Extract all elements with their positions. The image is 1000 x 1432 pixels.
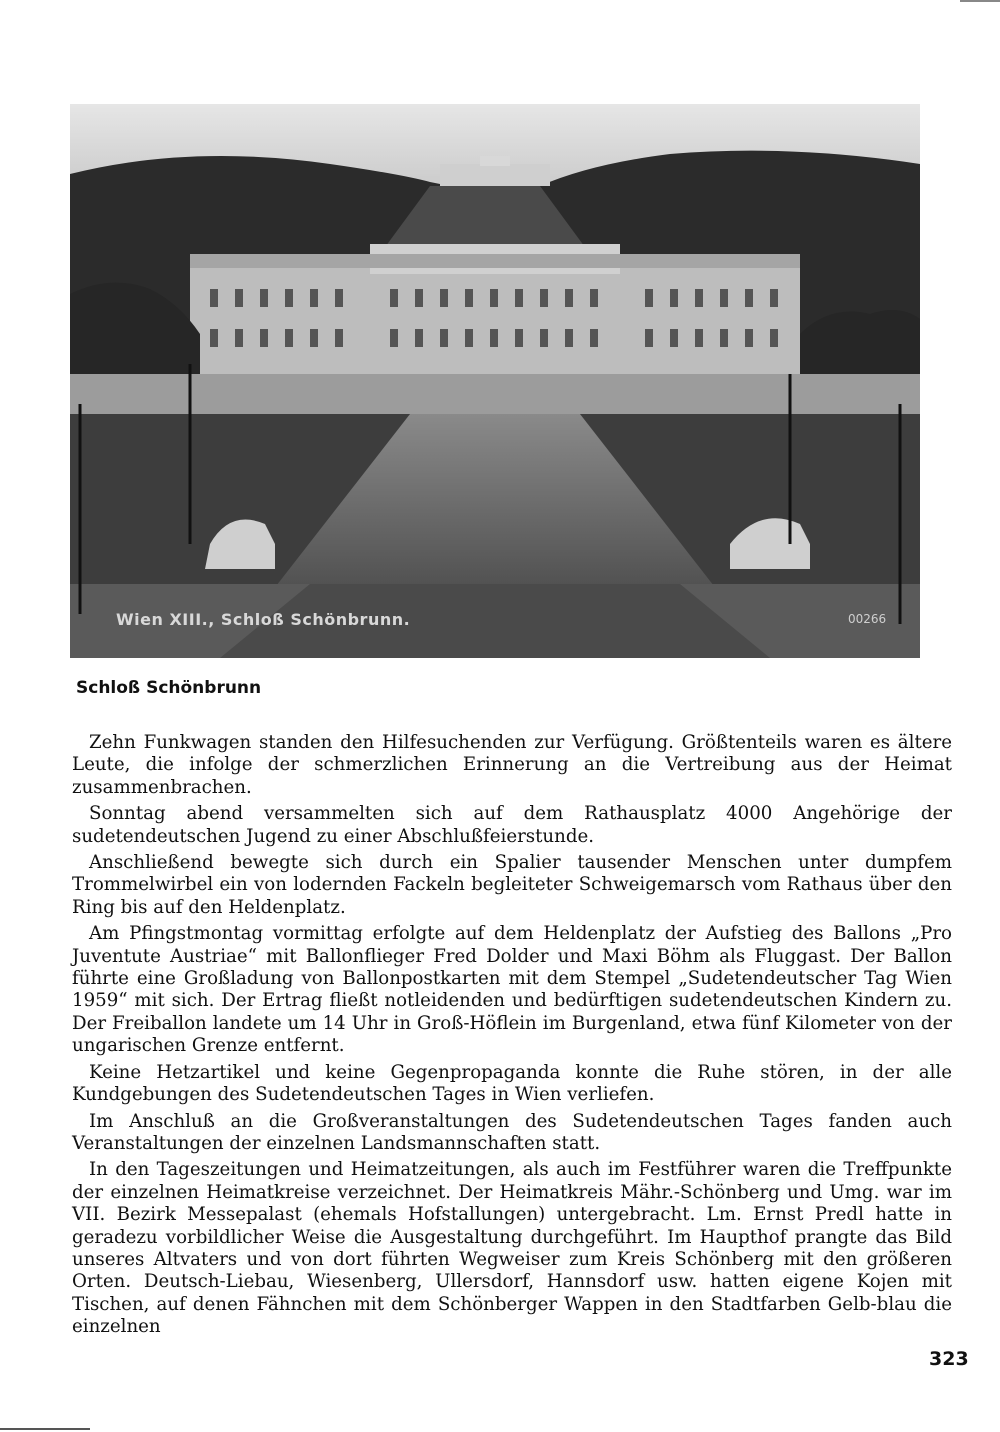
- article-body: [72, 732, 952, 1343]
- photo-illustration: [70, 104, 920, 658]
- paragraph: Sonntag abend versammelten sich auf dem Rathausplatz 4000 Angehörige der sudetendeutschen Jugend zu einer Abschlußfeierstunde.: [72, 803, 952, 847]
- scan-edge-mark-top: [960, 0, 1000, 2]
- paragraph: Im Anschluß an die Großveranstaltungen des Sudetendeutschen Tages fanden auch Veranstaltungen der einzelnen Landsmannschaften statt.: [72, 1110, 952, 1154]
- paragraph: Am Pfingstmontag vormittag erfolgte auf dem Heldenplatz der Aufstieg des Ballons „Pro Juventute Austriae“ mit Ballonflieger Fred Dolder und Maxi Böhm als Fluggast. Der Ballon führte eine Großladung von Ballonpostkarten mit dem Stempel „Sudetendeutscher Tag Wien 1959“ mit sich. Der Ertrag fließt notleidenden und bedürftigen sudetendeutschen Kindern zu. Der Freiballon landete um 14 Uhr in Groß-Höflein im Burgenland, etwa fünf Kilometer von der ungarischen Grenze entfernt.: [72, 923, 952, 1057]
- scan-edge-mark-bottom: [0, 1428, 90, 1430]
- figure-caption: Schloß Schönbrunn: [76, 678, 262, 698]
- paragraph: In den Tageszeitungen und Heimatzeitungen, als auch im Festführer waren die Treffpunkte der einzelnen Heimatkreise verzeichnet. Der Heimatkreis Mähr.-Schönberg und Umg. war im VII. Bezirk Messepalast (ehemals Hofstallungen) untergebracht. Lm. Ernst Predl hatte in geradezu vorbildlicher Weise die Ausgestaltung durchgeführt. Im Haupthof prangte das Bild unseres Altvaters und von dort führten Wegweiser zum Kreis Schönberg mit den größeren Orten. Deutsch-Liebau, Wiesenberg, Ullersdorf, Hannsdorf usw. hatten eigene Kojen mit Tischen, auf denen Fähnchen mit dem Schönberger Wappen in den Stadtfarben Gelb-blau die einzelnen: [72, 1159, 952, 1338]
- photograph-schoenbrunn: [70, 104, 920, 658]
- paragraph: Anschließend bewegte sich durch ein Spalier tausender Menschen unter dumpfem Trommelwirbel ein von lodernden Fackeln begleiteter Schweigemarsch vom Rathaus über den Ring bis auf den Heldenplatz.: [72, 852, 952, 918]
- photo-plate-number: 00266: [848, 612, 887, 626]
- paragraph: Keine Hetzartikel und keine Gegenpropaganda konnte die Ruhe stören, in der alle Kundgebungen des Sudetendeutschen Tages in Wien verliefen.: [72, 1061, 952, 1106]
- page-number: 323: [929, 1348, 969, 1370]
- paragraph: Zehn Funkwagen standen den Hilfesuchenden zur Verfügung. Größtenteils waren es ältere Leute, die infolge der schmerzlichen Erinnerung an die Vertreibung aus der Heimat zusammenbrachen.: [72, 732, 952, 798]
- photo-overlay-caption: Wien XIII., Schloß Schönbrunn.: [116, 610, 411, 629]
